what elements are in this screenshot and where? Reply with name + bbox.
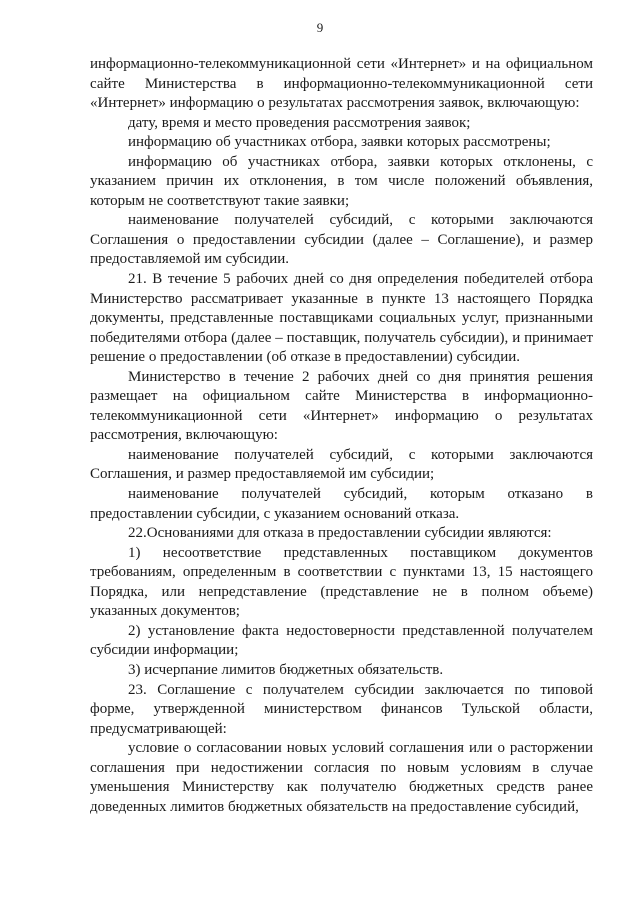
paragraph: Министерство в течение 2 рабочих дней со дня принятия решения размещает на официальном сайте Министерства в информационно-телекоммуникационной сети «Интернет» информацию о результатах рассмотрения, включающую:: [90, 368, 593, 444]
paragraph-list-item: условие о согласовании новых условий соглашения или о расторжении соглашения при недостижении согласия по новым условиям в случае уменьшения Министерству как получателю бюджетных средств ранее доведенных лимитов бюджетных обязательств на предоставление субсидий,: [90, 740, 593, 815]
paragraph-clause-22: 22.Основаниями для отказа в предоставлении субсидии являются:: [128, 525, 552, 542]
page-number: 9: [316, 20, 324, 35]
paragraph-list-item: наименование получателей субсидий, с которыми заключаются Соглашения о предоставлении субсидии (далее – Соглашение), и размер предоставляемой им субсидии.: [90, 212, 593, 268]
paragraph-clause-21: 21. В течение 5 рабочих дней со дня определения победителей отбора Министерство рассматривает указанные в пункте 13 настоящего Порядка документы, представленные поставщиками социальных услуг, признанными победителями отбора (далее – поставщик, получатель субсидии), и принимает решение о предоставлении (об отказе в предоставлении) субсидии.: [90, 271, 593, 366]
paragraph-clause-23: 23. Соглашение с получателем субсидии заключается по типовой форме, утвержденной министерством финансов Тульской области, предусматривающей:: [90, 681, 593, 737]
paragraph-list-item: 3) исчерпание лимитов бюджетных обязательств.: [128, 661, 444, 678]
paragraph-continuation: информационно-телекоммуникационной сети «Интернет» и на официальном сайте Министерства в информационно-телекоммуникационной сети «Интернет» информацию о результатах рассмотрения заявок, включающую:: [90, 56, 593, 112]
paragraph-list-item: наименование получателей субсидий, с которыми заключаются Соглашения, и размер предоставляемой им субсидии;: [90, 446, 593, 483]
paragraph-list-item: наименование получателей субсидий, которым отказано в предоставлении субсидии, с указанием оснований отказа.: [90, 486, 593, 522]
paragraph-list-item: информацию об участниках отбора, заявки которых отклонены, с указанием причин их отклонения, в том числе положений объявления, которым не соответствуют такие заявки;: [90, 153, 593, 209]
paragraph-list-item: информацию об участниках отбора, заявки которых рассмотрены;: [128, 134, 551, 151]
document-body: [90, 55, 593, 817]
paragraph-list-item: 1) несоответствие представленных поставщиком документов требованиям, определенным в соответствии с пунктами 13, 15 настоящего Порядка, или непредставление (представление не в полном объеме) указанных документов;: [90, 544, 593, 620]
paragraph-list-item: дату, время и место проведения рассмотрения заявок;: [128, 114, 471, 131]
paragraph-list-item: 2) установление факта недостоверности представленной получателем субсидии информации;: [90, 622, 593, 659]
